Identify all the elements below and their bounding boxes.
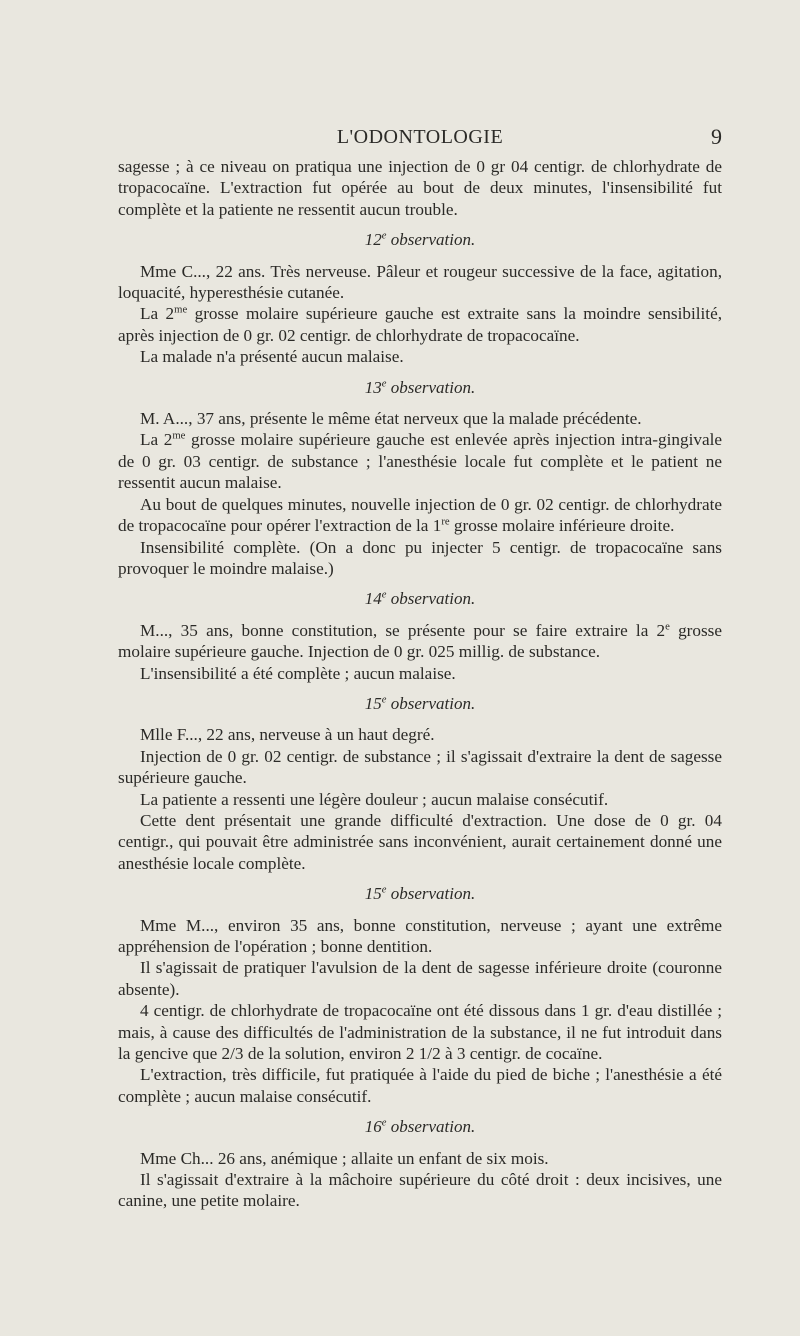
observation-heading: 15e observation. (364, 693, 476, 713)
paragraph: Mme M..., environ 35 ans, bonne constitution, nerveuse ; ayant une extrême appréhension de l'opération ; bonne dentition. (118, 915, 722, 956)
paragraph: L'insensibilité a été complète ; aucun malaise. (140, 663, 456, 683)
page-header (118, 124, 722, 152)
running-title: L'ODONTOLOGIE (336, 126, 504, 148)
observation-heading: 12e observation. (364, 230, 476, 250)
paragraph: Il s'agissait de pratiquer l'avulsion de la dent de sagesse inférieure droite (couronne absente). (118, 958, 722, 999)
paragraph: La $2^{me}$ grosse molaire supérieure gauche est enlevée après injection intra-gingivale de 0 gr. 03 centigr. de substance ; l'anesthésie locale fut complète et le patient ne ressentit aucun malaise. (118, 430, 722, 493)
paragraph: Mme C..., 22 ans. Très nerveuse. Pâleur et rougeur successive de la face, agitation, loquacité, hyperesthésie cutanée. (118, 261, 722, 303)
paragraph: sagesse ; à ce niveau on pratiqua une injection de 0 gr 04 centigr. de chlorhydrate de tropacocaïne. L'extraction fut opérée au bout de deux minutes, l'insensibilité fut complète et la patiente ne ressentit aucun trouble. (118, 157, 722, 219)
page-number: 9 (711, 124, 722, 149)
paragraph: Cette dent présentait une grande difficulté d'extraction. Une dose de 0 gr. 04 centigr., qui pouvait être administrée sans inconvénient, aurait certainement donné une anesthésie locale complète. (118, 810, 722, 873)
paragraph: Mlle F..., 22 ans, nerveuse à un haut degré. (140, 725, 435, 745)
observation-heading: 15e observation. (364, 884, 476, 904)
paragraph: M. A..., 37 ans, présente le même état nerveux que la malade précédente. (140, 409, 642, 429)
observation-heading: 16e observation. (364, 1117, 476, 1137)
paragraph: Mme Ch... 26 ans, anémique ; allaite un enfant de six mois. (140, 1148, 549, 1168)
paragraph: La malade n'a présenté aucun malaise. (140, 347, 404, 367)
paragraph: M..., 35 ans, bonne constitution, se présente pour se faire extraire la 2e grosse molaire supérieure gauche. Injection de 0 gr. 025 millig. de substance. (118, 620, 722, 662)
paragraph: Au bout de quelques minutes, nouvelle injection de 0 gr. 02 centigr. de chlorhydrate de tropacocaïne pour opérer l'extraction de la 1re grosse molaire inférieure droite. (118, 494, 722, 536)
observation-heading: 13e observation. (364, 377, 476, 397)
paragraph: La $2^{me}$ grosse molaire supérieure gauche est extraite sans la moindre sensibilité, après injection de 0 gr. 02 centigr. de chlorhydrate de tropacocaïne. (118, 304, 722, 345)
observation-heading: 14e observation. (364, 589, 476, 609)
paragraph: L'extraction, très difficile, fut pratiquée à l'aide du pied de biche ; l'anesthésie a été complète ; aucun malaise consécutif. (118, 1065, 722, 1106)
paragraph: Injection de 0 gr. 02 centigr. de substance ; il s'agissait d'extraire la dent de sagesse supérieure gauche. (118, 746, 722, 788)
body-text (118, 156, 722, 1212)
paragraph: Il s'agissait d'extraire à la mâchoire supérieure du côté droit : deux incisives, une canine, une petite molaire. (118, 1170, 722, 1211)
paragraph: La patiente a ressenti une légère douleur ; aucun malaise consécutif. (140, 789, 609, 809)
paragraph: 4 centigr. de chlorhydrate de tropacocaïne ont été dissous dans 1 gr. d'eau distillée ; mais, à cause des difficultés de l'administration de la substance, il ne fut introduit dans la gencive que 2/3 de la solution, environ 2 1/2 à 3 centigr. de cocaïne. (118, 1001, 722, 1064)
paragraph: Insensibilité complète. (On a donc pu injecter 5 centigr. de tropacocaïne sans provoquer le moindre malaise.) (118, 537, 722, 578)
